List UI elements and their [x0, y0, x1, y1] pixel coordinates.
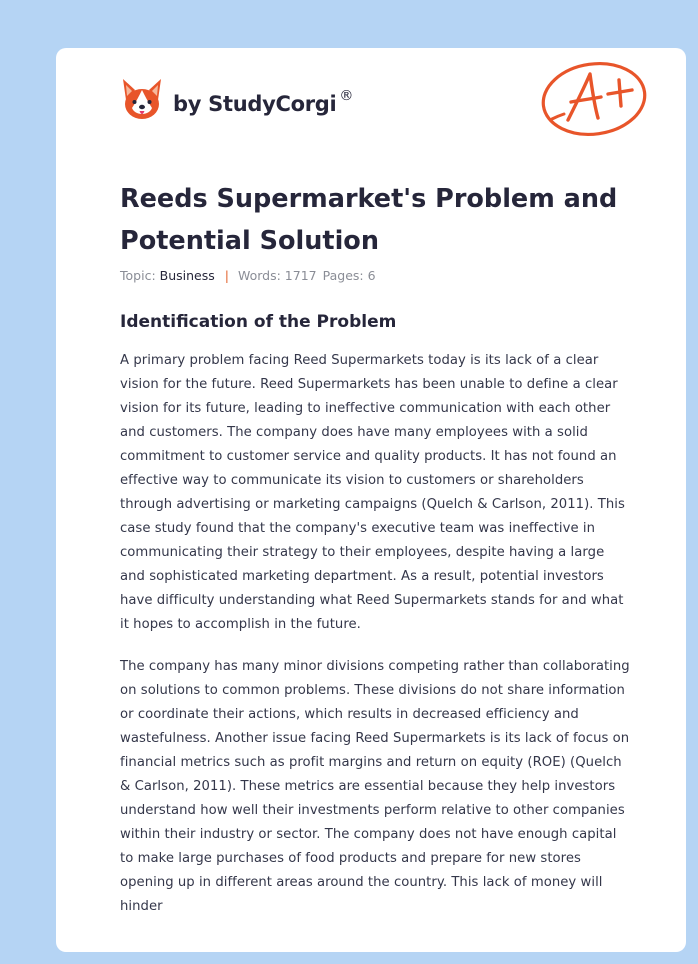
topic-link[interactable]: Business	[159, 268, 215, 283]
registered-mark: ®	[339, 88, 354, 104]
document-page	[56, 48, 686, 952]
body-paragraph: A primary problem facing Reed Supermarkets today is its lack of a clear vision for the future. Reed Supermarkets has been unable to define a clear vision for its future, leading to ineffective communication with each other and customers. The company does have many employees with a solid commitment to customer service and quality products. It has not found an effective way to communicate its vision to customers or shareholders through advertising or marketing campaigns (Quelch & Carlson, 2011). This case study found that the company's executive team was ineffective in communicating their strategy to their employees, despite having a large and sophisticated marketing department. As a result, potential investors have difficulty understanding what Reed Supermarkets stands for and what it hopes to accomplish in the future.	[120, 353, 625, 632]
document-title: Reeds Supermarket's Problem and Potential Solution	[120, 184, 618, 256]
body-paragraph: The company has many minor divisions competing rather than collaborating on solutions to common problems. These divisions do not share information or coordinate their actions, which results in decreased efficiency and wastefulness. Another issue facing Reed Supermarkets is its lack of focus on financial metrics such as profit margins and return on equity (ROE) (Quelch & Carlson, 2011). These metrics are essential because they help investors understand how well their investments perform relative to other companies within their industry or sector. The company does not have enough capital to make large purchases of food products and prepare for new stores opening up in different areas around the country. This lack of money will hinder	[120, 659, 630, 914]
section-heading: Identification of the Problem	[120, 312, 397, 332]
document-meta	[120, 268, 376, 283]
topic-label: Topic:	[120, 268, 156, 283]
word-count: Words: 1717	[237, 268, 317, 283]
page-count: Pages: 6	[322, 268, 376, 283]
corgi-head-icon	[120, 76, 164, 124]
brand-name-text: by StudyCorgi	[173, 92, 337, 116]
a-plus-grade-icon	[538, 58, 650, 140]
studycorgi-logo[interactable]	[120, 76, 353, 124]
meta-separator: |	[224, 268, 229, 283]
brand-name	[173, 88, 353, 116]
